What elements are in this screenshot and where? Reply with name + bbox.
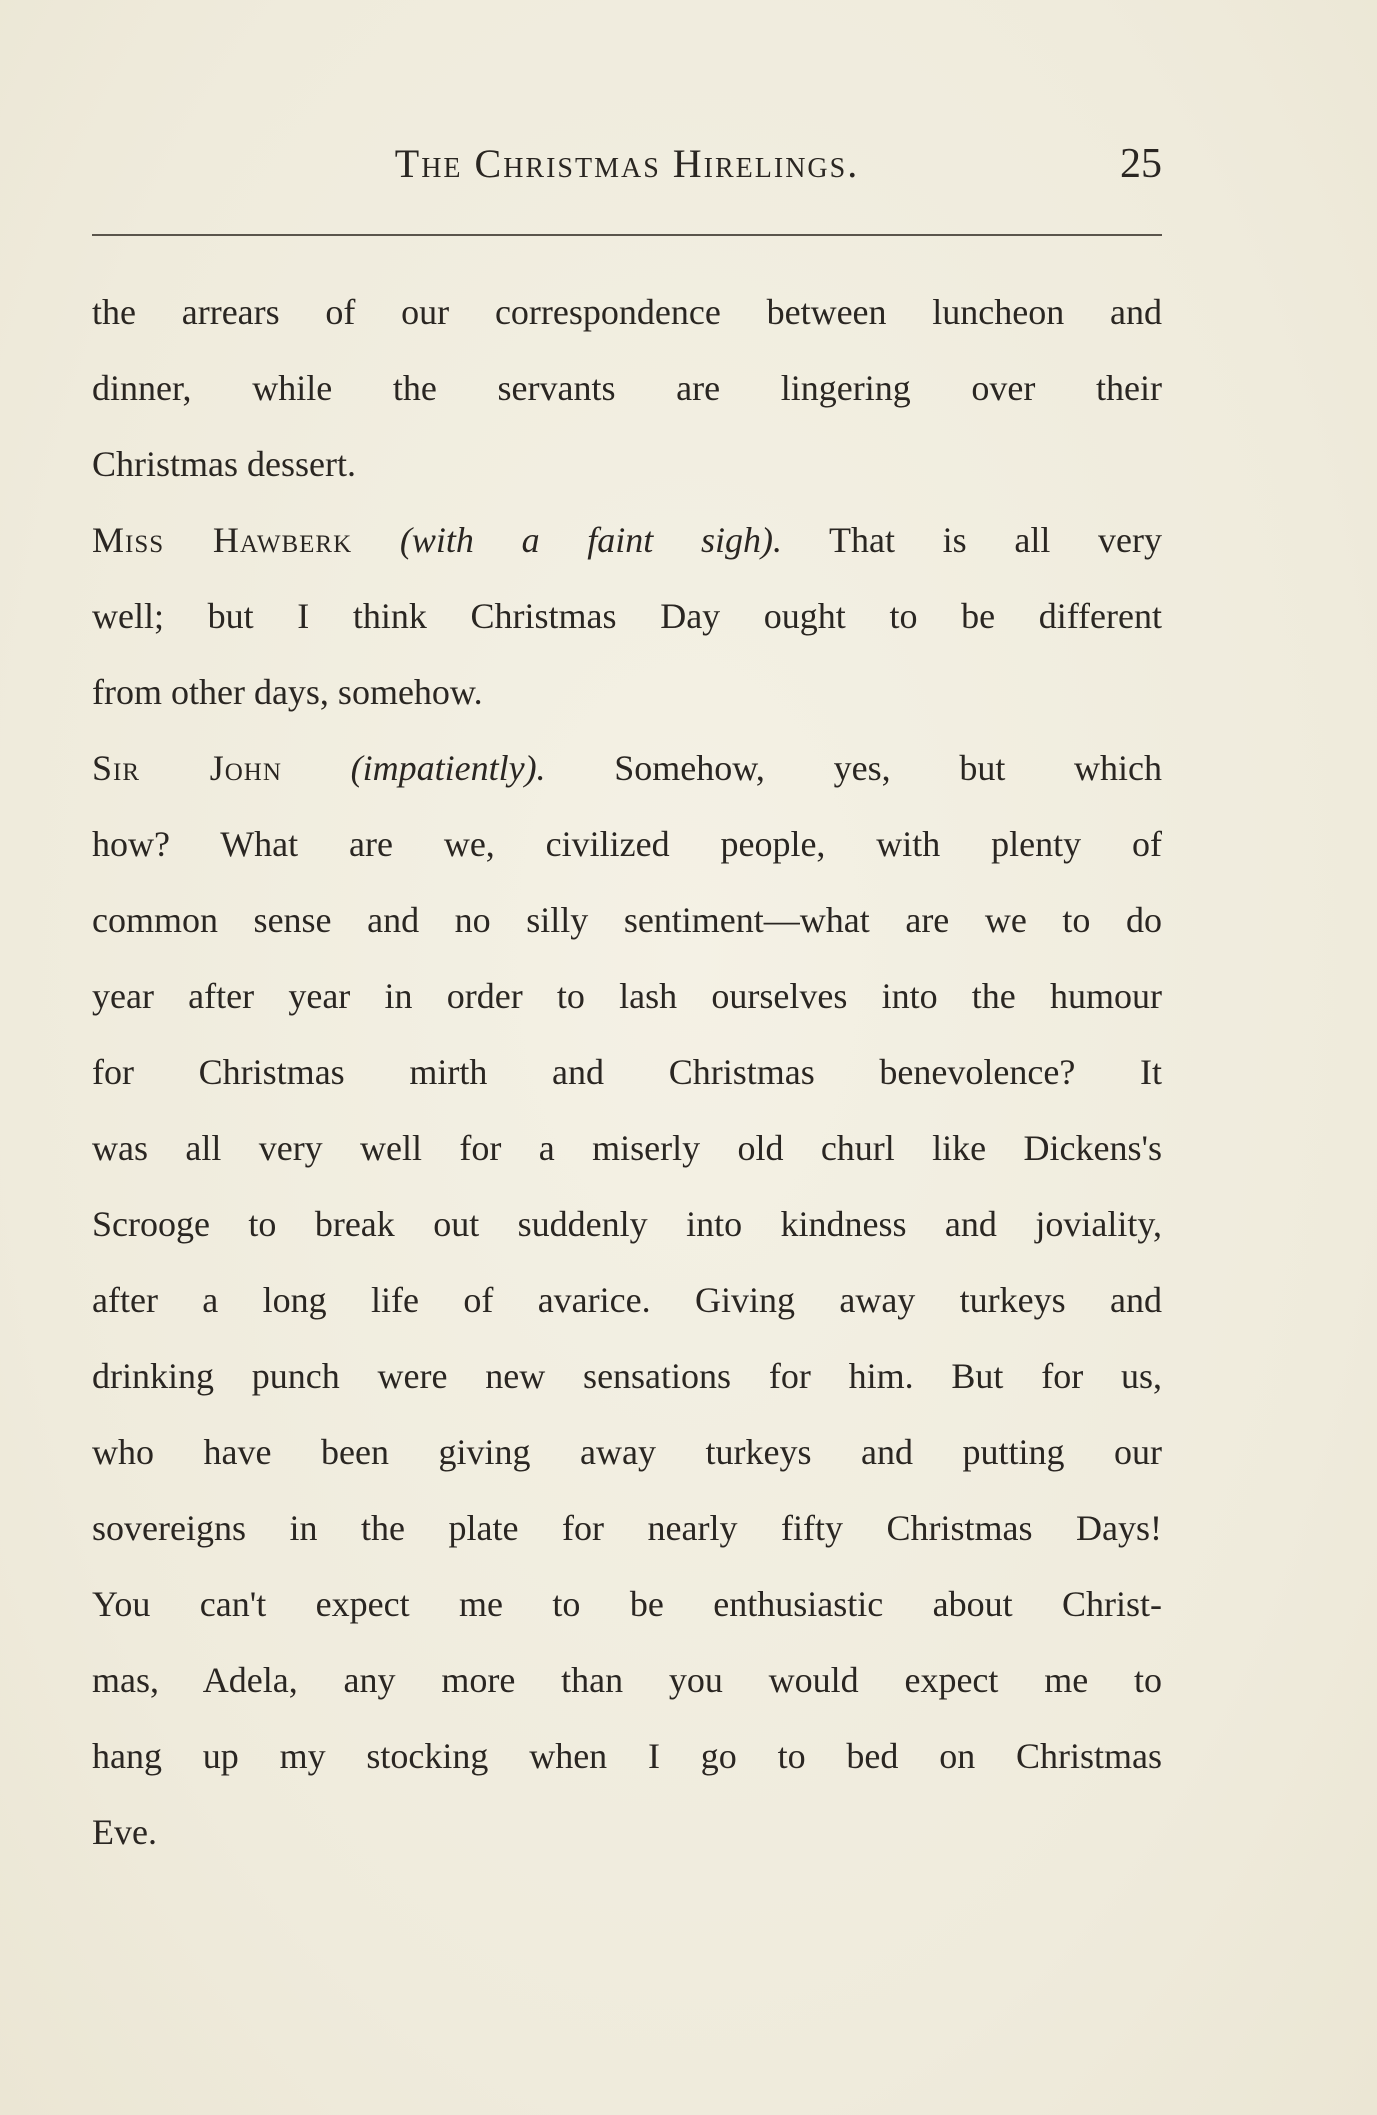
text-line: common sense and no silly sentiment—what are we to do <box>92 900 1162 940</box>
text-line: hang up my stocking when I go to bed on Christmas <box>92 1736 1162 1776</box>
text-line: mas, Adela, any more than you would expect me to <box>92 1660 1162 1700</box>
text-line: how? What are we, civilized people, with plenty of <box>92 824 1162 864</box>
text-line: from other days, somehow. <box>92 672 483 712</box>
speech-line <box>92 502 1162 578</box>
text-line: drinking punch were new sensations for him. But for us, <box>92 1356 1162 1396</box>
text-fragment: That is all very <box>781 520 1163 560</box>
header-rule <box>92 234 1162 236</box>
text-line: sovereigns in the plate for nearly fifty Christmas Days! <box>92 1508 1162 1548</box>
text-line: for Christmas mirth and Christmas benevolence? It <box>92 1052 1162 1092</box>
text-line: Eve. <box>92 1812 157 1852</box>
text-line: You can't expect me to be enthusiastic about Christ- <box>92 1584 1162 1624</box>
text-fragment: Somehow, yes, but which <box>545 748 1162 788</box>
text-line: Scrooge to break out suddenly into kindness and joviality, <box>92 1204 1162 1244</box>
speaker-name: Miss Hawberk <box>92 520 353 560</box>
speaker-name: Sir John <box>92 748 282 788</box>
text-line: was all very well for a miserly old churl like Dickens's <box>92 1128 1162 1168</box>
speech-line <box>92 730 1162 806</box>
body-text <box>92 274 1162 1870</box>
text-line: the arrears of our correspondence between luncheon and <box>92 292 1162 332</box>
stage-direction: (impatiently). <box>350 748 546 788</box>
stage-direction: (with a faint sigh). <box>399 520 782 560</box>
text-line: well; but I think Christmas Day ought to be different <box>92 596 1162 636</box>
text-line: after a long life of avarice. Giving away turkeys and <box>92 1280 1162 1320</box>
text-line: Christmas dessert. <box>92 444 356 484</box>
text-line: year after year in order to lash ourselves into the humour <box>92 976 1162 1016</box>
text-line: who have been giving away turkeys and putting our <box>92 1432 1162 1472</box>
page-number: 25 <box>1120 141 1162 187</box>
text-line: dinner, while the servants are lingering over their <box>92 368 1162 408</box>
page-header <box>92 140 1162 200</box>
running-title: The Christmas Hirelings. <box>394 141 860 186</box>
